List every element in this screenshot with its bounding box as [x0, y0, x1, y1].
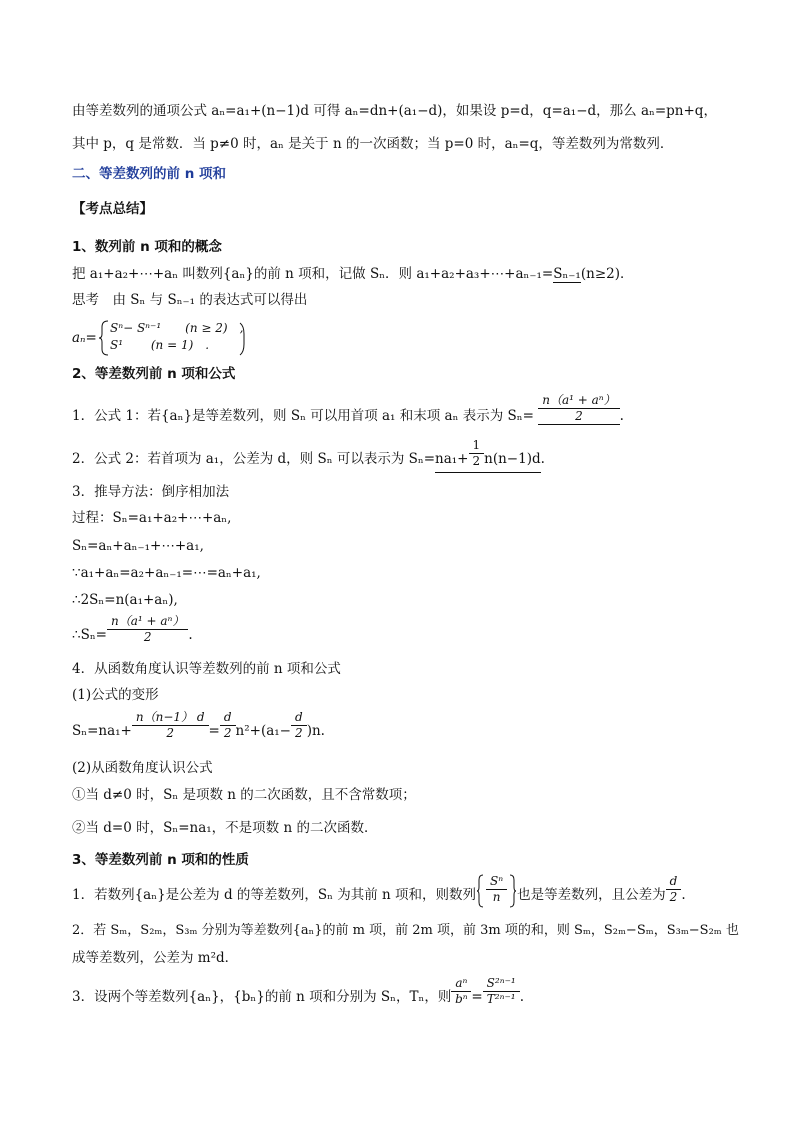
derivation-line: ∴2Sₙ=n(a₁+aₙ), — [72, 592, 178, 608]
fraction — [666, 874, 682, 905]
paragraph-line: 其中 p，q 是常数．当 p≠0 时，aₙ 是关于 n 的一次函数；当 p=0 时，aₙ=q，等差数列为常数列． — [72, 136, 674, 152]
paragraph-line: 4．从函数角度认识等差数列的前 n 项和公式 — [72, 661, 341, 677]
section-heading: 二、等差数列的前 n 项和 — [72, 166, 227, 182]
formula-line — [72, 438, 545, 470]
fraction — [486, 874, 507, 905]
left-brace-icon — [98, 320, 110, 356]
text-span: . — [188, 627, 193, 643]
text-span: . — [619, 407, 624, 424]
fraction-denominator: 2 — [575, 409, 583, 423]
subsection-heading: 2、等差数列前 n 项和公式 — [72, 366, 236, 382]
formula-line — [72, 976, 524, 1012]
text-span: 也是等差数列，且公差为 — [517, 887, 666, 903]
formula-lhs: aₙ= — [72, 330, 97, 346]
fraction-denominator: T²ⁿ⁻¹ — [486, 992, 516, 1006]
fraction-numerator: d — [220, 710, 236, 726]
text-span: = — [471, 989, 483, 1005]
text-span: . — [519, 989, 525, 1005]
fraction-numerator: d — [291, 710, 307, 726]
subsection-heading: 3、等差数列前 n 项和的性质 — [72, 852, 249, 868]
text-span: Sₙ=na₁+ — [72, 723, 132, 739]
text-span: n(n−1)d — [484, 451, 541, 467]
text-span: ∴Sₙ= — [72, 627, 107, 643]
fraction-numerator: Sⁿ — [486, 874, 507, 890]
fraction-numerator: S²ⁿ⁻¹ — [483, 976, 520, 992]
formula-line — [72, 710, 325, 748]
right-brace-icon — [509, 874, 517, 908]
text-span: (n≥2)． — [580, 266, 634, 282]
right-brace-icon — [238, 322, 248, 356]
fraction-numerator: n（a¹ + aⁿ） — [107, 614, 188, 630]
fraction-numerator: aⁿ — [451, 976, 471, 992]
underlined-answer — [435, 438, 541, 473]
text-span: 2．公式 2：若首项为 a₁，公差为 d，则 Sₙ 可以表示为 Sₙ= — [72, 451, 436, 467]
text-span: 把 a₁+a₂+⋯+aₙ 叫数列{aₙ}的前 n 项和，记做 Sₙ．则 a₁+a₂+a₃+⋯+aₙ₋₁= — [72, 266, 554, 282]
case-line: Sⁿ− Sⁿ⁻¹ (n ≥ 2) , — [110, 321, 244, 335]
formula-line — [72, 393, 624, 427]
fraction-denominator: n — [492, 890, 501, 904]
text-span: na₁+ — [435, 451, 469, 467]
fraction-numerator: n（n−1） d — [132, 710, 209, 726]
paragraph-line: 成等差数列，公差为 m²d． — [72, 950, 239, 966]
paragraph-line: 思考 由 Sₙ 与 Sₙ₋₁ 的表达式可以得出 — [72, 292, 308, 308]
paragraph-line — [72, 264, 634, 284]
paragraph-line: 2．若 Sₘ，S₂ₘ，S₃ₘ 分别为等差数列{aₙ}的前 m 项，前 2m 项，前 3m 项的和，则 Sₘ，S₂ₘ−Sₘ，S₃ₘ−S₂ₘ 也 — [72, 923, 739, 938]
derivation-line: ∵a₁+aₙ=a₂+aₙ₋₁=⋯=aₙ+a₁, — [72, 565, 261, 581]
text-span: . — [681, 887, 686, 903]
text-span: n²+(a₁− — [235, 723, 291, 739]
text-span: )n. — [306, 723, 325, 739]
case-line: S¹ (n = 1) . — [110, 338, 210, 352]
paragraph-line: ②当 d=0 时，Sₙ=na₁，不是项数 n 的二次函数． — [72, 820, 378, 836]
fraction-numerator: 1 — [469, 438, 485, 454]
braced-sequence — [476, 874, 517, 905]
text-span: = — [208, 723, 220, 739]
paragraph-line: ①当 d≠0 时，Sₙ 是项数 n 的二次函数，且不含常数项； — [72, 787, 416, 803]
paragraph-line: (2)从函数角度认识公式 — [72, 760, 213, 776]
formula-line — [72, 614, 193, 650]
fraction-numerator: d — [666, 874, 682, 890]
paragraph-line: 3．推导方法：倒序相加法 — [72, 484, 230, 500]
fraction — [538, 393, 619, 425]
text-span: 1．公式 1：若{aₙ}是等差数列，则 Sₙ 可以用首项 a₁ 和末项 aₙ 表示为 Sₙ= — [72, 407, 534, 424]
fraction-denominator: 2 — [143, 630, 152, 644]
left-brace-icon — [476, 874, 484, 908]
text-span: 1．若数列{aₙ}是公差为 d 的等差数列，Sₙ 为其前 n 项和，则数列 — [72, 887, 477, 903]
fraction-denominator: 2 — [669, 890, 678, 904]
fraction — [291, 710, 307, 741]
derivation-line: 过程：Sₙ=a₁+a₂+⋯+aₙ, — [72, 510, 232, 526]
fraction — [132, 710, 209, 741]
fraction-denominator: bⁿ — [455, 992, 468, 1006]
fraction-denominator: 2 — [295, 726, 303, 740]
fraction — [469, 438, 485, 469]
fraction-denominator: 2 — [166, 726, 175, 740]
fraction — [107, 614, 188, 645]
fraction — [483, 976, 520, 1007]
summary-heading: 【考点总结】 — [72, 201, 153, 217]
paragraph-line: (1)公式的变形 — [72, 687, 159, 703]
text-span: 3．设两个等差数列{aₙ}，{bₙ}的前 n 项和分别为 Sₙ，Tₙ，则 — [72, 989, 452, 1005]
fraction-denominator: 2 — [472, 454, 481, 468]
text-span: . — [540, 451, 545, 467]
fraction — [220, 710, 236, 741]
fraction — [451, 976, 471, 1007]
derivation-line: Sₙ=aₙ+aₙ₋₁+⋯+a₁, — [72, 538, 204, 554]
fraction-numerator: n（a¹ + aⁿ） — [538, 393, 619, 409]
fraction-denominator: 2 — [223, 726, 232, 740]
subsection-heading: 1、数列前 n 项和的概念 — [72, 239, 222, 255]
paragraph-line: 由等差数列的通项公式 aₙ=a₁+(n−1)d 可得 aₙ=dn+(a₁−d)，如果设 p=d，q=a₁−d，那么 aₙ=pn+q， — [72, 103, 717, 119]
underlined-answer: Sₙ₋₁ — [553, 266, 581, 282]
formula-line — [72, 874, 686, 910]
